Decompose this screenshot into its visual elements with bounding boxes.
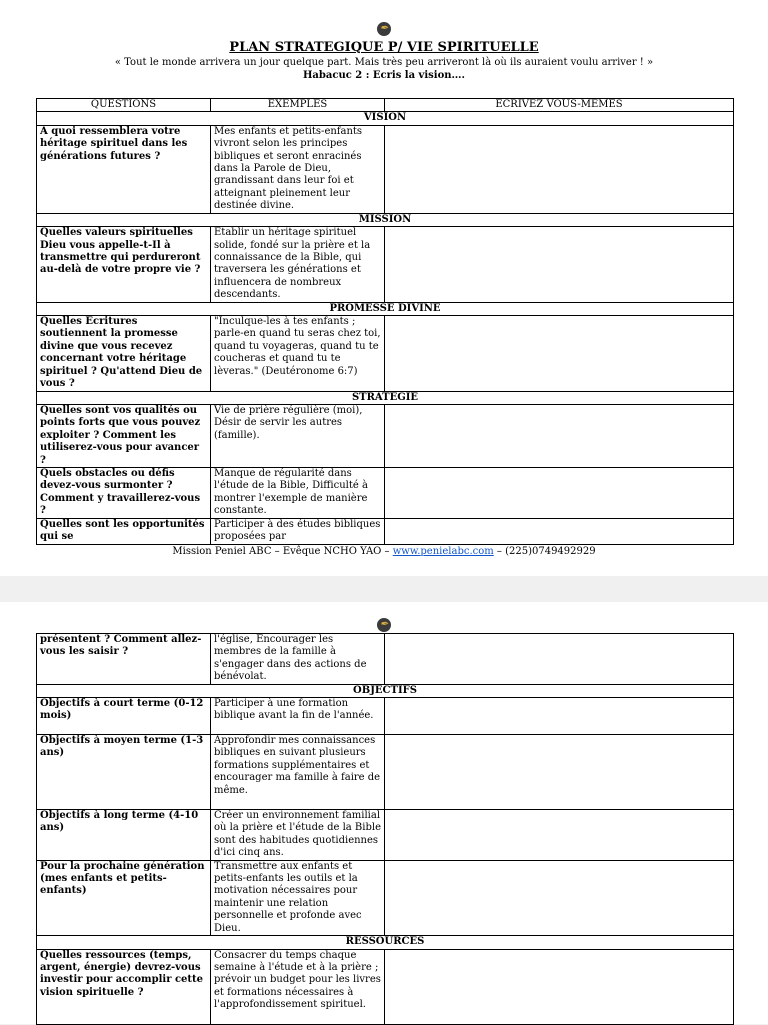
strategy-table-part-1 — [36, 98, 734, 545]
example-cell: Participer à une formation biblique avant la fin de l'année. — [211, 698, 385, 735]
column-header-ecrivez: ECRIVEZ VOUS-MÊMES — [385, 99, 734, 112]
section-row-promesse — [37, 302, 734, 315]
question-cell: Pour la prochaine génération (mes enfants et petits-enfants) — [37, 860, 211, 935]
section-row-mission — [37, 213, 734, 226]
answer-cell[interactable] — [385, 125, 734, 213]
footer-phone: – (225)0749492929 — [493, 546, 596, 557]
page-title: PLAN STRATEGIQUE P/ VIE SPIRITUELLE — [229, 40, 539, 55]
website-link[interactable]: www.penielabc.com — [392, 546, 494, 557]
section-row-objectifs — [37, 684, 734, 697]
question-cell: Quelles sont les opportunités qui se — [37, 518, 211, 544]
header-reference: Habacuc 2 : Ecris la vision…. — [302, 70, 466, 81]
table-row — [37, 227, 734, 302]
question-cell: Objectifs à court terme (0-12 mois) — [37, 698, 211, 735]
example-cell: Manque de régularité dans l'étude de la Bible, Difficulté à montrer l'exemple de manière constante. — [211, 467, 385, 518]
table-row — [37, 404, 734, 467]
question-cell: présentent ? Comment allez-vous les saisir ? — [37, 634, 211, 685]
header-quote: « Tout le monde arrivera un jour quelque part. Mais très peu arriveront là où ils auraient voulu arriver ! » — [114, 57, 654, 68]
strategy-table-part-2 — [36, 633, 734, 1025]
question-cell: Quelles Ecritures soutiennent la promesse divine que vous recevez concernant votre héritage spirituel ? Qu'attend Dieu de vous ? — [37, 316, 211, 391]
section-row-vision — [37, 112, 734, 125]
question-cell: Objectifs à moyen terme (1-3 ans) — [37, 735, 211, 810]
example-cell: Participer à des études bibliques proposées par — [211, 518, 385, 544]
section-row-strategie — [37, 391, 734, 404]
column-header-exemples: EXEMPLES — [211, 99, 385, 112]
table-row — [37, 316, 734, 391]
example-cell: Consacrer du temps chaque semaine à l'étude et à la prière ; prévoir un budget pour les livres et formations nécessaires à l'approfondissement spirituel. — [211, 949, 385, 1024]
example-cell: "Inculque-les à tes enfants ; parle-en quand tu seras chez toi, quand tu voyageras, quand tu te coucheras et quand tu te lèveras." (Deutéronome 6:7) — [211, 316, 385, 391]
answer-cell[interactable] — [385, 227, 734, 302]
table-row — [37, 634, 734, 685]
example-cell: Créer un environnement familial où la prière et l'étude de la Bible sont des habitudes quotidiennes d'ici cinq ans. — [211, 810, 385, 861]
page-2 — [0, 602, 768, 1024]
table-row — [37, 860, 734, 935]
page-footer — [0, 546, 768, 557]
section-title-ressources: RESSOURCES — [37, 936, 734, 949]
example-cell: l'église, Encourager les membres de la famille à s'engager dans des actions de bénévolat. — [211, 634, 385, 685]
question-cell: Quelles valeurs spirituelles Dieu vous appelle-t-Il à transmettre qui perdureront au-delà de votre propre vie ? — [37, 227, 211, 302]
table-row — [37, 949, 734, 1024]
section-row-ressources — [37, 936, 734, 949]
answer-cell[interactable] — [385, 735, 734, 810]
answer-cell[interactable] — [385, 698, 734, 735]
question-cell: Objectifs à long terme (4-10 ans) — [37, 810, 211, 861]
section-title-promesse: PROMESSE DIVINE — [37, 302, 734, 315]
question-cell: Quelles ressources (temps, argent, énergie) devrez-vous investir pour accomplir cette vision spirituelle ? — [37, 949, 211, 1024]
example-cell: Mes enfants et petits-enfants vivront selon les principes bibliques et seront enracinés dans la Parole de Dieu, grandissant dans leur foi et atteignant pleinement leur destinée divine. — [211, 125, 385, 213]
table-row — [37, 810, 734, 861]
answer-cell[interactable] — [385, 316, 734, 391]
question-cell: Quels obstacles ou défis devez-vous surmonter ? Comment y travaillerez-vous ? — [37, 467, 211, 518]
section-title-strategie: STRATEGIE — [37, 391, 734, 404]
footer-text: Mission Peniel ABC – Evêque NCHO YAO – — [172, 546, 393, 557]
answer-cell[interactable] — [385, 404, 734, 467]
table-row — [37, 735, 734, 810]
example-cell: Etablir un héritage spirituel solide, fondé sur la prière et la connaissance de la Bible, qui traversera les générations et influencera de nombreux descendants. — [211, 227, 385, 302]
question-cell: A quoi ressemblera votre héritage spirituel dans les générations futures ? — [37, 125, 211, 213]
table-header-row — [37, 99, 734, 112]
ink-pen-logo-icon: ✒ — [377, 618, 391, 632]
answer-cell[interactable] — [385, 518, 734, 544]
table-row — [37, 125, 734, 213]
section-title-vision: VISION — [37, 112, 734, 125]
section-title-objectifs: OBJECTIFS — [37, 684, 734, 697]
answer-cell[interactable] — [385, 810, 734, 861]
answer-cell[interactable] — [385, 860, 734, 935]
table-row — [37, 698, 734, 735]
answer-cell[interactable] — [385, 949, 734, 1024]
ink-pen-logo-icon: ✒ — [377, 22, 391, 36]
answer-cell[interactable] — [385, 467, 734, 518]
answer-cell[interactable] — [385, 634, 734, 685]
example-cell: Approfondir mes connaissances bibliques en suivant plusieurs formations supplémentaires et encourager ma famille à faire de même. — [211, 735, 385, 810]
example-cell: Transmettre aux enfants et petits-enfants les outils et la motivation nécessaires pour maintenir une relation personnelle et profonde avec Dieu. — [211, 860, 385, 935]
section-title-mission: MISSION — [37, 213, 734, 226]
question-cell: Quelles sont vos qualités ou points forts que vous pouvez exploiter ? Comment les utiliserez-vous pour avancer ? — [37, 404, 211, 467]
table-row — [37, 518, 734, 544]
table-row — [37, 467, 734, 518]
column-header-questions: QUESTIONS — [37, 99, 211, 112]
example-cell: Vie de prière régulière (moi), Désir de servir les autres (famille). — [211, 404, 385, 467]
